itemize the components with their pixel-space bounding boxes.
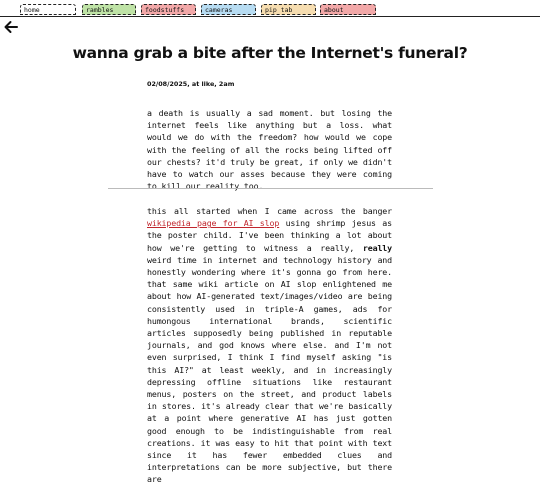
tab-home[interactable]: home bbox=[20, 4, 76, 15]
tab-pip-tab[interactable]: pip tab bbox=[261, 4, 316, 15]
post-date: 02/08/2025, at like, 2am bbox=[147, 80, 235, 88]
body-paragraph bbox=[147, 205, 392, 486]
tab-rambles[interactable]: rambles bbox=[82, 4, 136, 15]
intro-paragraph: a death is usually a sad moment. but losing the internet feels like anything but a loss. what would we do with the freedom? how would we cope with the feeling of all the rocks being lifted off our chests? it'd truly be great, if only we didn't have to watch our asses because they were coming to kill our reality too. bbox=[147, 108, 392, 192]
post-title: wanna grab a bite after the Internet's funeral? bbox=[72, 44, 468, 62]
body-text-2: using shrimp jesus as the poster child. I've been thinking a lot about how we're getting to witness a really, bbox=[147, 218, 392, 253]
tab-baseline bbox=[0, 16, 540, 17]
emphasis-text: really bbox=[362, 242, 392, 253]
wikipedia-link[interactable]: wikipedia page for AI slop bbox=[147, 218, 280, 229]
tab-cameras[interactable]: cameras bbox=[201, 4, 256, 15]
tab-foodstuffs[interactable]: foodstuffs bbox=[141, 4, 196, 15]
arrow-left-icon bbox=[3, 20, 19, 34]
body-text-1: this all started when I came across the banger bbox=[147, 206, 392, 216]
body-text-3: weird time in internet and technology history and honestly wondering where it's gonna go from here. that same wiki article on AI slop enlightened me about how AI-generated text/images/video are being consistently used in triple-A games, ads for humongous international brands, scientific articles supposedly being published in reputable journals, and god knows where else. and I'm not even surprised, I think I find myself asking "is this AI?" at least weekly, and in increasingly depressing offline situations like restaurant menus, posters on the street, and product labels in stores. it's already clear that we're basically at a point where generative AI has just gotten good enough to be indistinguishable from real creations. it was easy to hit that point with text since it has fewer embedded clues and interpretations can be more subjective, but there are bbox=[147, 254, 392, 485]
back-button[interactable] bbox=[3, 19, 19, 33]
tab-about[interactable]: about bbox=[320, 4, 376, 15]
section-divider bbox=[108, 188, 433, 189]
